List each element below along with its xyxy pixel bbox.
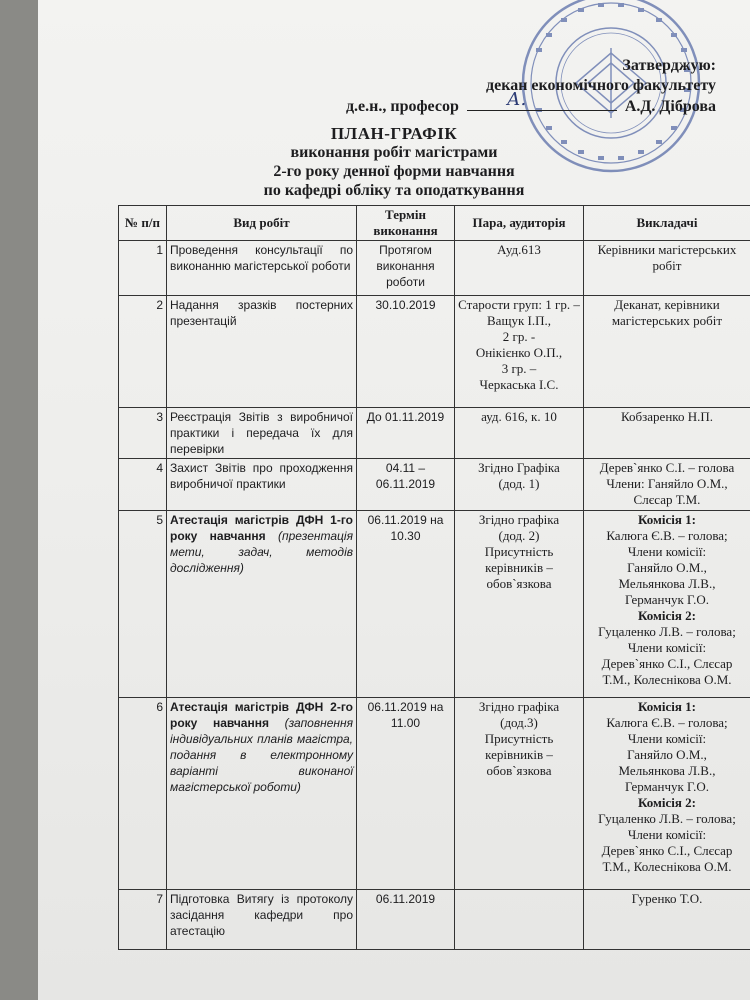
room-line: (дод.3) — [500, 715, 538, 730]
signature: А. — [506, 89, 527, 110]
teacher-line: Деканат, керівники магістерських робіт — [611, 297, 723, 328]
cell-work — [167, 511, 357, 698]
cell-num: 6 — [119, 698, 167, 890]
cell-num: 3 — [119, 408, 167, 459]
teacher-line: Гуренко Т.О. — [631, 891, 703, 906]
table-row — [119, 408, 750, 459]
approve-name: А.Д. Діброва — [624, 98, 716, 115]
teacher-line: Дерев`янко С.І., Слєсар — [601, 843, 733, 858]
schedule-table — [118, 205, 750, 950]
cell-room — [455, 890, 584, 950]
room-line: ауд. 616, к. 10 — [481, 409, 557, 424]
teacher-line: Мельянкова Л.В., — [618, 576, 716, 591]
work-italic: (заповнення індивідуальних планів магістра, подання в електронному варіанті виконаної магістерської роботи) — [170, 716, 353, 794]
room-line: 3 гр. – — [501, 361, 537, 376]
cell-teacher — [584, 698, 750, 890]
work-bold: Атестація магістрів ДФН 1-го року навчання — [170, 513, 353, 543]
cell-term: 06.11.2019 — [357, 890, 455, 950]
teacher-line: Дерев`янко С.І. – голова — [599, 460, 735, 475]
document-page — [38, 0, 750, 1000]
room-line: (дод. 2) — [498, 528, 540, 543]
teacher-line: Мельянкова Л.В., — [618, 763, 716, 778]
cell-term: До 01.11.2019 — [357, 408, 455, 459]
cell-work: Реєстрація Звітів з виробничої практики і передача їх для перевірки — [167, 408, 357, 459]
teacher-line: Ганяйло О.М., — [627, 560, 707, 575]
teacher-line: Дерев`янко С.І., Слєсар — [601, 656, 733, 671]
cell-room — [455, 459, 584, 511]
approval-block — [346, 56, 716, 117]
room-line: Згідно графіка — [478, 512, 560, 527]
signature-line — [467, 89, 617, 111]
table-row — [119, 459, 750, 511]
room-line: Старости груп: 1 гр. – Ващук І.П., — [458, 297, 580, 328]
cell-teacher — [584, 890, 750, 950]
document-title — [38, 124, 750, 200]
table-header-row — [119, 206, 750, 241]
table-row — [119, 890, 750, 950]
cell-term: Протягом виконання роботи — [357, 241, 455, 296]
title-main: ПЛАН-ГРАФІК — [330, 124, 458, 143]
cell-room — [455, 296, 584, 408]
teacher-line: Гуцаленко Л.В. – голова; — [598, 811, 736, 826]
teacher-line: Гуцаленко Л.В. – голова; — [598, 624, 736, 639]
header-work: Вид робіт — [167, 206, 357, 241]
room-line: (дод. 1) — [498, 476, 540, 491]
table-body — [119, 241, 750, 950]
approve-line3 — [345, 89, 716, 117]
teacher-line: Ганяйло О.М., — [627, 747, 707, 762]
cell-work: Проведення консультації по виконанню магістерської роботи — [167, 241, 357, 296]
approve-line1: Затверджую: — [622, 57, 716, 74]
room-line: Згідно Графіка — [478, 460, 560, 475]
teacher-line: Керівники магістерських робіт — [597, 242, 737, 273]
commission-heading: Комісія 2: — [638, 608, 696, 623]
table-row — [119, 241, 750, 296]
teacher-line: Слєсар Т.М. — [633, 492, 701, 507]
room-line: обов`язкова — [486, 576, 552, 591]
cell-room — [455, 408, 584, 459]
cell-room — [455, 241, 584, 296]
room-line: обов`язкова — [486, 763, 552, 778]
room-line: 2 гр. - — [502, 329, 536, 344]
cell-num: 2 — [119, 296, 167, 408]
cell-work: Захист Звітів про проходження виробничої практики — [167, 459, 357, 511]
cell-num: 7 — [119, 890, 167, 950]
teacher-line: Т.М., Колеснікова О.М. — [602, 672, 732, 687]
teacher-line: Члени: Ганяйло О.М., — [606, 476, 728, 491]
approve-line2: декан економічного факультету — [486, 77, 716, 94]
cell-room — [455, 698, 584, 890]
cell-teacher — [584, 511, 750, 698]
teacher-line: Члени комісії: — [627, 731, 707, 746]
table-row — [119, 511, 750, 698]
cell-teacher — [584, 241, 750, 296]
teacher-line: Члени комісії: — [627, 640, 707, 655]
title-line4: по кафедрі обліку та оподаткування — [263, 182, 525, 199]
cell-teacher — [584, 408, 750, 459]
room-line: Онікієнко О.П., — [475, 345, 563, 360]
cell-term: 06.11.2019 на 10.30 — [357, 511, 455, 698]
commission-heading: Комісія 1: — [638, 699, 696, 714]
cell-term: 06.11.2019 на 11.00 — [357, 698, 455, 890]
room-line: Присутність — [484, 731, 554, 746]
room-line: керівників – — [485, 747, 553, 762]
cell-term: 04.11 – 06.11.2019 — [357, 459, 455, 511]
cell-teacher — [584, 459, 750, 511]
room-line: Ауд.613 — [497, 242, 541, 257]
header-num: № п/п — [119, 206, 167, 241]
teacher-line: Члени комісії: — [627, 544, 707, 559]
cell-num: 4 — [119, 459, 167, 511]
cell-term: 30.10.2019 — [357, 296, 455, 408]
work-bold: Атестація магістрів ДФН 2-го року навчання — [170, 700, 353, 730]
cell-num: 5 — [119, 511, 167, 698]
commission-heading: Комісія 1: — [638, 512, 696, 527]
approve-prefix: д.е.н., професор — [345, 98, 459, 115]
header-teacher: Викладачі — [584, 206, 750, 241]
room-line: керівників – — [485, 560, 553, 575]
work-italic: (презентація мети, задач, методів дослідження) — [170, 529, 353, 575]
teacher-line: Т.М., Колеснікова О.М. — [602, 859, 732, 874]
teacher-line: Германчук Г.О. — [624, 779, 709, 794]
cell-work: Підготовка Витягу із протоколу засідання кафедри про атестацію — [167, 890, 357, 950]
room-line: Присутність — [484, 544, 554, 559]
cell-room — [455, 511, 584, 698]
title-line2: виконання робіт магістрами — [290, 144, 498, 161]
teacher-line: Калюга Є.В. – голова; — [606, 715, 728, 730]
header-term: Термін виконання — [357, 206, 455, 241]
title-line3: 2-го року денної форми навчання — [273, 163, 515, 180]
header-room: Пара, аудиторія — [455, 206, 584, 241]
commission-heading: Комісія 2: — [638, 795, 696, 810]
teacher-line: Германчук Г.О. — [624, 592, 709, 607]
room-line: Черкаська І.С. — [479, 377, 559, 392]
table-row — [119, 296, 750, 408]
teacher-line: Калюга Є.В. – голова; — [606, 528, 728, 543]
cell-work — [167, 698, 357, 890]
table-row — [119, 698, 750, 890]
cell-work: Надання зразків постерних презентацій — [167, 296, 357, 408]
cell-num: 1 — [119, 241, 167, 296]
room-line: Згідно графіка — [478, 699, 560, 714]
teacher-line: Кобзаренко Н.П. — [621, 409, 713, 424]
teacher-line: Члени комісії: — [627, 827, 707, 842]
cell-teacher — [584, 296, 750, 408]
